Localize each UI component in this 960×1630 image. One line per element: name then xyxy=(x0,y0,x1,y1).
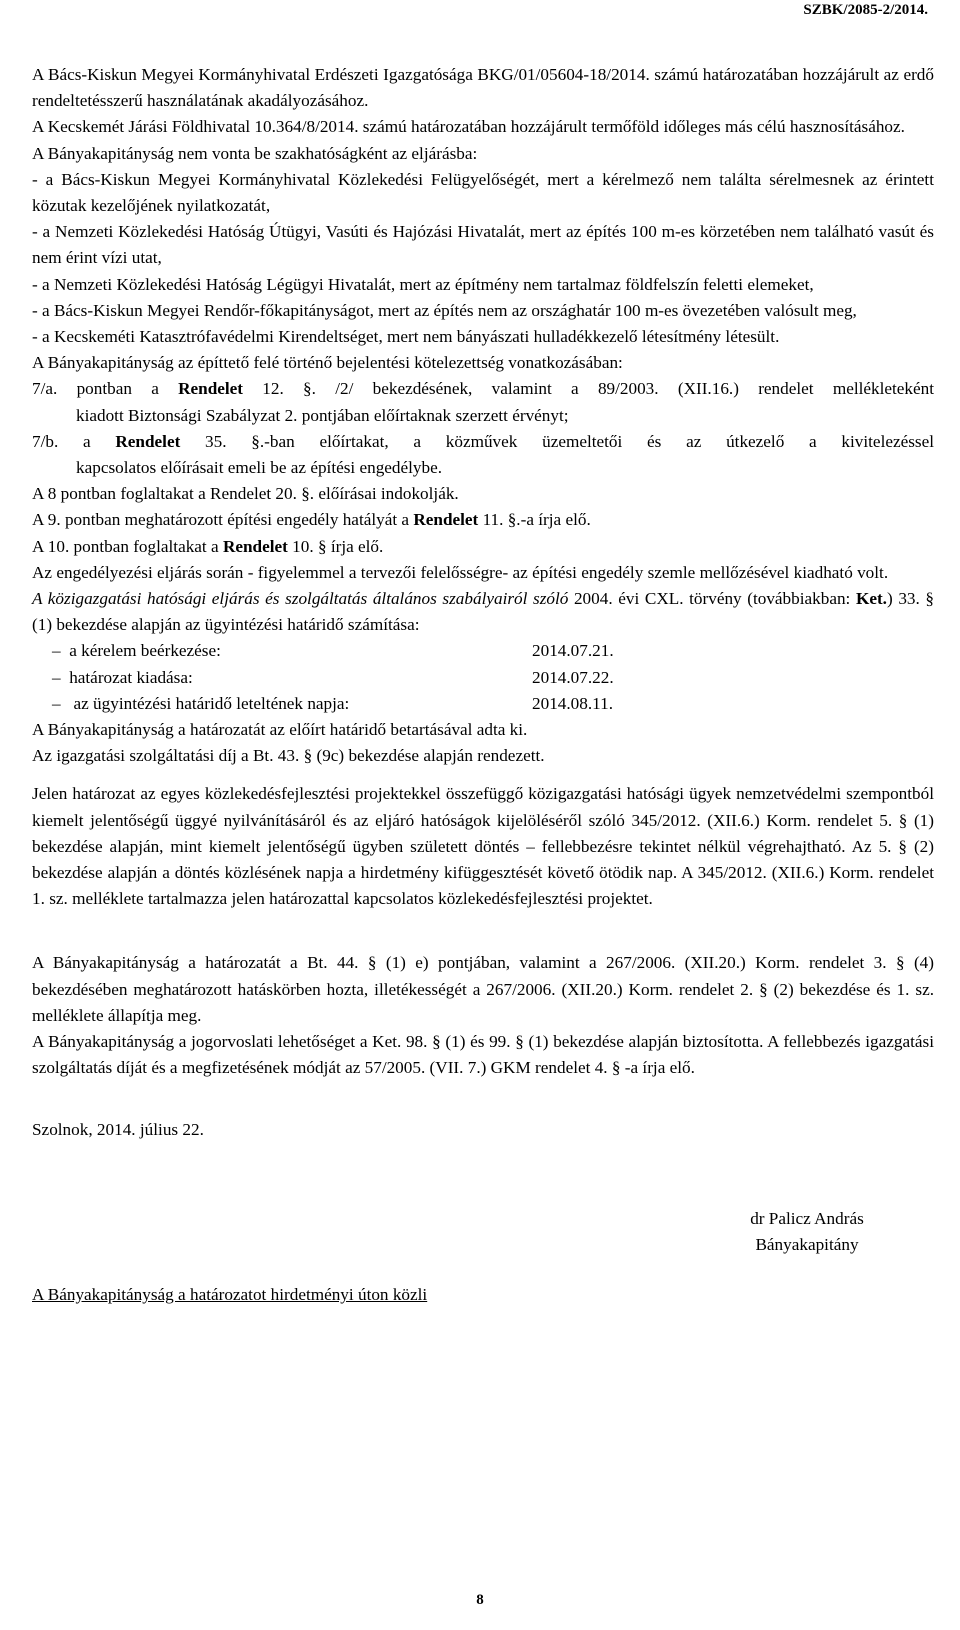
paragraph-point-10: A 10. pontban foglaltakat a Rendelet 10. § írja elő. xyxy=(32,536,384,556)
publication-notice: A Bányakapitányság a határozatot hirdetményi úton közli xyxy=(32,1285,428,1305)
paragraph-fee: Az igazgatási szolgáltatási díj a Bt. 43. § (9c) bekezdése alapján rendezett. xyxy=(32,746,545,766)
paragraph-7b: 7/b. a Rendelet 35. §.-ban előírtakat, a közművek üzemeltetői és az útkezelő a kivitelezéssel xyxy=(32,431,935,451)
document-reference: SZBK/2085-2/2014. xyxy=(803,2,928,18)
place-date: Szolnok, 2014. július 22. xyxy=(32,1120,204,1140)
paragraph-authorities-intro: A Bányakapitányság nem vonta be szakhatóságként az eljárásba: xyxy=(32,143,478,163)
paragraph-authority-rail: - a Nemzeti Közlekedési Hatóság Útügyi, Vasúti és Hajózási Hivatalát, mert az építés 100 m-es körzetében nem található vasút és nem érint vízi utat, xyxy=(32,222,934,268)
signature-block xyxy=(722,1206,892,1258)
paragraph-inspection: Az engedélyezési eljárás során - figyelemmel a tervezői felelősségre- az építési engedély szemle mellőzésével kiadható volt. xyxy=(32,562,889,582)
paragraph-forestry: A Bács-Kiskun Megyei Kormányhivatal Erdészeti Igazgatósága BKG/01/05604-18/2014. számú határozatában hozzájárult az erdő rendeltetésszerű használatának akadályozásához. xyxy=(32,65,934,111)
paragraph-issued-on-time: A Bányakapitányság a határozatát az előírt határidő betartásával adta ki. xyxy=(32,720,528,740)
paragraph-remedy: A Bányakapitányság a jogorvoslati lehetőséget a Ket. 98. § (1) és 99. § (1) bekezdése alapján biztosította. A fellebbezés igazgatási szolgáltatás díját és a megfizetésének módját az 57/2005. (VII. 7.) GKM rendelet 4. § -a írja elő. xyxy=(32,1032,934,1078)
paragraph-7b-cont: kapcsolatos előírásait emeli be az építési engedélybe. xyxy=(76,458,443,478)
deadline-row: – az ügyintézési határidő leteltének napja: 2014.08.11. xyxy=(52,693,614,713)
paragraph-priority-case: Jelen határozat az egyes közlekedésfejlesztési projektekkel összefüggő közigazgatási hatósági ügyek nemzetvédelmi szempontból kiemelt jelentőségű üggyé nyilvánításáról és az eljáró hatóságok kijelöléséről szóló 345/2012. (XII.6.) Korm. rendelet 5. § (1) bekezdése alapján, mint kiemelt jelentőségű ügyben született döntés – fellebbezésre tekintet nélkül végrehajtható. Az 5. § (2) bekezdése alapján a döntés közlésének napja a hirdetmény kifüggesztését követő ötödik nap. A 345/2012. (XII.6.) Korm. rendelet 1. sz. melléklete tartalmazza jelen határozattal kapcsolatos közlekedésfejlesztési projektet. xyxy=(32,784,934,909)
page-number: 8 xyxy=(476,1592,484,1608)
paragraph-ket: A közigazgatási hatósági eljárás és szolgáltatás általános szabályairól szóló 2004. évi CXL. törvény (továbbiakban: Ket.) 33. § (1) bekezdése alapján az ügyintézési határidő számítása: xyxy=(32,589,935,635)
paragraph-authority-police: - a Bács-Kiskun Megyei Rendőr-főkapitányságot, mert az építés nem az országhatár 100 m-es övezetében valósult meg, xyxy=(32,300,857,320)
document-body xyxy=(32,62,934,1308)
paragraph-land-office: A Kecskemét Járási Földhivatal 10.364/8/2014. számú határozatában hozzájárult termőföld időleges más célú hasznosításához. xyxy=(32,117,905,137)
signer-name: dr Palicz András xyxy=(750,1208,864,1228)
deadline-row: – határozat kiadása: 2014.07.22. xyxy=(52,667,614,687)
deadline-row: – a kérelem beérkezése: 2014.07.21. xyxy=(52,641,614,661)
paragraph-authority-transport: - a Bács-Kiskun Megyei Kormányhivatal Közlekedési Felügyelőségét, mert a kérelmező nem találta sérelmesnek az érintett közutak kezelőjének nyilatkozatát, xyxy=(32,169,934,216)
paragraph-authority-aviation: - a Nemzeti Közlekedési Hatóság Légügyi Hivatalát, mert az építmény nem tartalmaz földfelszín feletti elemeket, xyxy=(32,274,814,294)
signer-title: Bányakapitány xyxy=(755,1234,859,1254)
paragraph-notification-duty: A Bányakapitányság az építtető felé történő bejelentési kötelezettség vonatkozásában: xyxy=(32,353,623,373)
paragraph-authority-disaster: - a Kecskeméti Katasztrófavédelmi Kirendeltséget, mert nem bányászati hulladékkezelő létesítmény létesült. xyxy=(32,327,780,347)
paragraph-competence: A Bányakapitányság a határozatát a Bt. 44. § (1) e) pontjában, valamint a 267/2006. (XII.20.) Korm. rendelet 3. § (4) bekezdésében meghatározott hatáskörben hozta, illetékességét a 267/2006. (XII.20.) Korm. rendelet 2. § (2) bekezdése és 1. sz. melléklete állapítja meg. xyxy=(32,953,934,1025)
paragraph-7a: 7/a. pontban a Rendelet 12. §. /2/ bekezdésének, valamint a 89/2003. (XII.16.) rendelet mellékleteként xyxy=(32,379,934,399)
paragraph-point-8: A 8 pontban foglaltakat a Rendelet 20. §. előírásai indokolják. xyxy=(32,484,459,504)
paragraph-point-9: A 9. pontban meghatározott építési engedély hatályát a Rendelet 11. §.-a írja elő. xyxy=(32,510,591,530)
paragraph-7a-cont: kiadott Biztonsági Szabályzat 2. pontjában előírtaknak szerzett érvényt; xyxy=(76,405,569,425)
